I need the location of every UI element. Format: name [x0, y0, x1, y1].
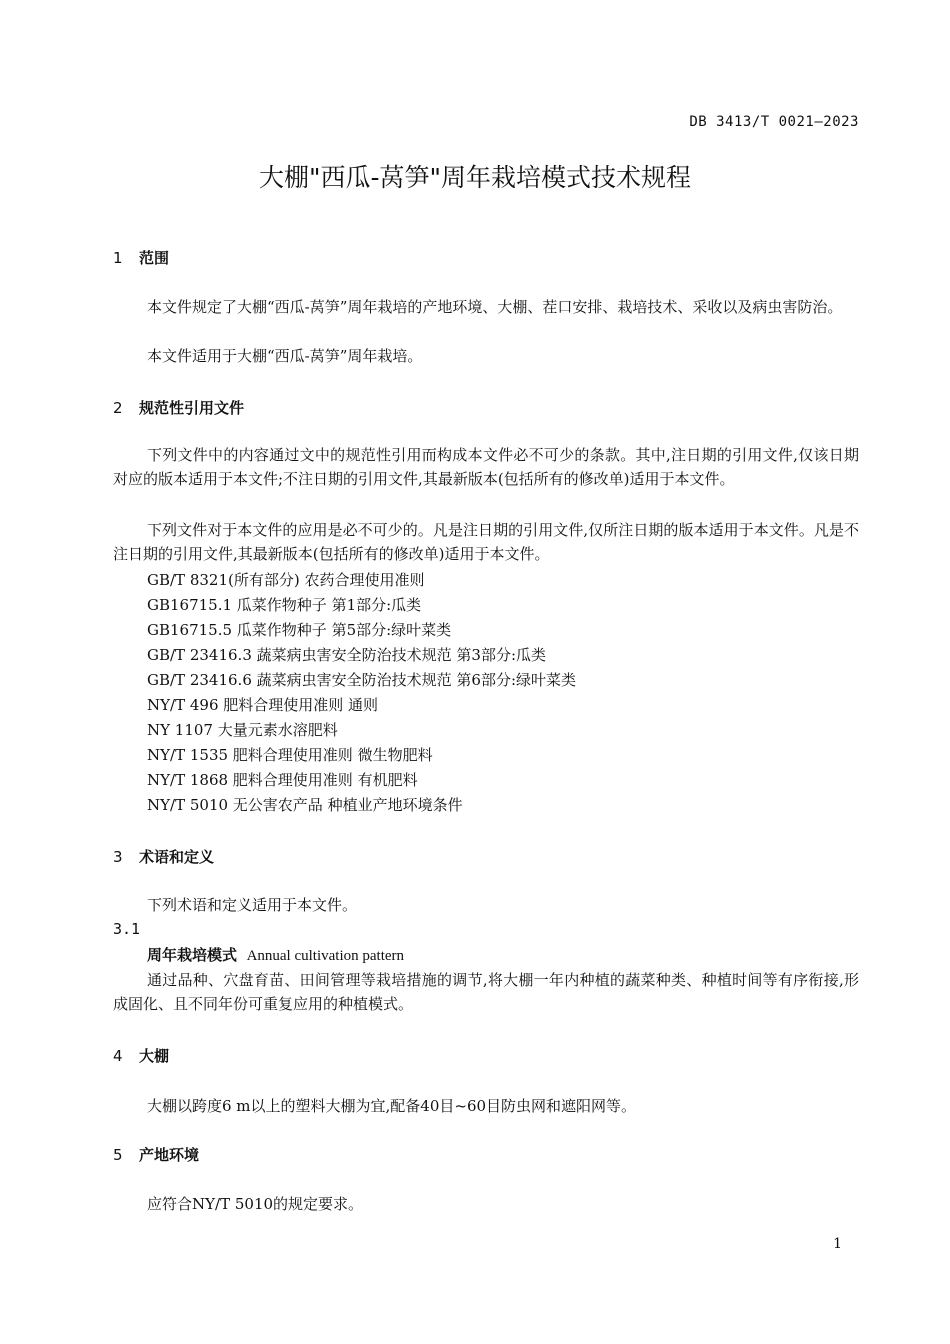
section-5-heading: [113, 1144, 199, 1165]
section-number: 4: [113, 1047, 123, 1065]
section-number: 5: [113, 1146, 123, 1164]
section-2-paragraph-2: 下列文件对于本文件的应用是必不可少的。凡是注日期的引用文件,仅所注日期的版本适用于本文件。凡是不注日期的引用文件,其最新版本(包括所有的修改单)适用于本文件。: [113, 521, 859, 563]
section-title: 产地环境: [139, 1146, 200, 1164]
section-5-paragraph-1: 应符合NY/T 5010的规定要求。: [147, 1195, 364, 1213]
subsection-number: 3.1: [113, 920, 141, 938]
page-number: 1: [833, 1236, 842, 1252]
document-number: DB 3413/T 0021—2023: [689, 114, 859, 130]
section-1-paragraph-2: 本文件适用于大棚“西瓜-莴笋”周年栽培。: [147, 347, 423, 365]
section-4-paragraph-1: 大棚以跨度6 m以上的塑料大棚为宜,配备40目~60目防虫网和遮阳网等。: [147, 1097, 637, 1115]
section-4-heading: [113, 1045, 169, 1066]
term-chinese: 周年栽培模式: [147, 946, 238, 964]
reference-item: NY/T 1535 肥料合理使用准则 微生物肥料: [147, 746, 433, 764]
reference-item: NY 1107 大量元素水溶肥料: [147, 721, 338, 739]
section-title: 规范性引用文件: [139, 399, 245, 417]
section-2-heading: [113, 397, 244, 418]
term-definition: 通过品种、穴盘育苗、田间管理等栽培措施的调节,将大棚一年内种植的蔬菜种类、种植时间等有序衔接,形成固化、且不同年份可重复应用的种植模式。: [113, 971, 859, 1013]
section-2-paragraph-1: 下列文件中的内容通过文中的规范性引用而构成本文件必不可少的条款。其中,注日期的引用文件,仅该日期对应的版本适用于本文件;不注日期的引用文件,其最新版本(包括所有的修改单)适用于本文件。: [113, 446, 859, 488]
section-3-heading: [113, 846, 214, 867]
section-title: 术语和定义: [139, 848, 215, 866]
reference-item: NY/T 496 肥料合理使用准则 通则: [147, 696, 379, 714]
reference-item: GB16715.5 瓜菜作物种子 第5部分:绿叶菜类: [147, 621, 452, 639]
section-1-heading: [113, 247, 169, 268]
section-title: 范围: [139, 249, 170, 267]
reference-item: NY/T 1868 肥料合理使用准则 有机肥料: [147, 771, 418, 789]
reference-item: GB/T 23416.3 蔬菜病虫害安全防治技术规范 第3部分:瓜类: [147, 646, 546, 664]
page-title: 大棚"西瓜-莴笋"周年栽培模式技术规程: [258, 163, 692, 192]
section-1-paragraph-1: 本文件规定了大棚“西瓜-莴笋”周年栽培的产地环境、大棚、茬口安排、栽培技术、采收以及病虫害防治。: [147, 298, 843, 316]
reference-item: GB/T 23416.6 蔬菜病虫害安全防治技术规范 第6部分:绿叶菜类: [147, 671, 576, 689]
section-3-paragraph-1: 下列术语和定义适用于本文件。: [147, 896, 358, 914]
section-number: 2: [113, 399, 123, 417]
section-number: 3: [113, 848, 123, 866]
term-english: Annual cultivation pattern: [246, 948, 405, 964]
section-number: 1: [113, 249, 123, 267]
reference-item: NY/T 5010 无公害农产品 种植业产地环境条件: [147, 796, 463, 814]
reference-item: GB16715.1 瓜菜作物种子 第1部分:瓜类: [147, 596, 422, 614]
reference-item: GB/T 8321(所有部分) 农药合理使用准则: [147, 571, 425, 589]
term-entry: [147, 944, 404, 965]
section-title: 大棚: [139, 1047, 170, 1065]
